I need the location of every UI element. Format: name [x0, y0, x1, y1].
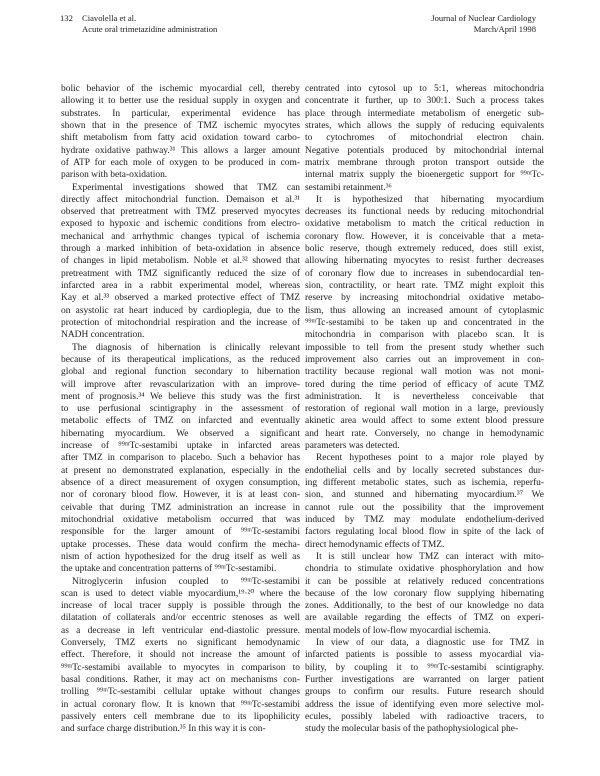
text-line: in actual coronary flow. It is known that ⁹⁹ᵐTc-sestamibi	[61, 699, 300, 710]
text-line: parison with beta-oxidation.	[61, 170, 168, 181]
text-line: are available regarding the effects of TMZ on experi-	[305, 613, 544, 624]
text-line: responsible for the larger amount of ⁹⁹ᵐTc-sestamibi	[61, 527, 300, 538]
text-line: it can be possible at relatively reduced concentrations	[305, 576, 544, 587]
text-line: It is still unclear how TMZ can interact with mito-	[316, 551, 544, 562]
text-line: akinetic area would affect to some extent blood pressure	[305, 416, 544, 427]
text-line: on asystolic rat heart induced by cardioplegia, due to the	[61, 305, 300, 316]
text-line: lism, thus allowing an increased amount of cytoplasmic	[305, 305, 544, 316]
text-line: impossible to tell from the present study whether such	[305, 342, 544, 353]
text-line: of coronary flow due to increases in subendocardial ten-	[305, 268, 544, 279]
text-line: factors regulating local blood flow in spite of the lack of	[305, 527, 544, 538]
text-line: oxidative metabolism to match the critical reduction in	[305, 219, 544, 230]
text-line: and heart rate. Conversely, no change in hemodynamic	[305, 428, 544, 439]
text-line: ecules, possibly labeled with radioactive tracers, to	[305, 711, 544, 722]
text-line: sestamibi retainment.³⁶	[305, 182, 392, 193]
text-line: exposed to hypoxic and ischemic conditions from electro-	[61, 219, 300, 230]
text-line: protection of mitochondrial respiration and the increase of	[61, 317, 300, 328]
text-line: sion, and stunned and hibernating myocardium.³⁷ We	[305, 490, 544, 501]
text-line: mechanical and arrhythmic changes typical of ischemia	[61, 231, 300, 242]
text-line: matrix membrane through proton transport outside the	[305, 157, 544, 168]
header-journal-name: Journal of Nuclear Cardiology	[431, 13, 536, 23]
text-line: effect. Therefore, it should not increase the amount of	[61, 650, 300, 661]
text-line: mitochondrial oxidative metabolism occurred that was	[61, 514, 300, 525]
text-line: Further investigations are warranted on larger patient	[305, 675, 544, 685]
text-line: ing different metabolic states, such as ischemia, reperfu-	[305, 478, 544, 488]
text-line: groups to confirm our results. Future research should	[305, 687, 544, 698]
text-line: induced by TMZ may modulate endothelium-derived	[305, 514, 544, 525]
text-line: because of the low coronary flow supplying hibernating	[305, 588, 544, 599]
running-header-right	[431, 13, 536, 35]
text-line: directly affect mitochondrial function. Demaison et al.³¹	[61, 194, 300, 205]
text-line: to use perfusional scintigraphy in the assessment of	[61, 404, 300, 415]
text-line: address the issue of identifying even more selective mol-	[305, 699, 544, 710]
text-line: as a decrease in left ventricular end-diastolic pressure.	[61, 625, 300, 636]
text-line: ⁹⁹ᵐTc-sestamibi available to myocytes in comparison to	[61, 662, 300, 673]
text-line: ceivable that during TMZ administration an increase in	[61, 502, 300, 513]
text-line: allowing it to better use the residual supply in oxygen and	[61, 96, 300, 107]
text-line: centrated into cytosol up to 5:1, whereas mitochondria	[305, 84, 544, 94]
text-line: metabolic effects of TMZ on infarcted and eventually	[61, 416, 300, 427]
text-line: In view of our data, a diagnostic use for TMZ in	[316, 638, 544, 649]
text-line: because of its therapeutical implications, as the reduced	[61, 354, 300, 365]
text-line: Kay et al.³³ observed a marked protective effect of TMZ	[61, 293, 300, 304]
page-number: 132	[60, 13, 73, 23]
text-line: basal conditions. Rather, it may act on mechanisms con-	[61, 675, 300, 685]
running-header-left	[60, 13, 217, 35]
text-line: bolic reserve, though extremely reduced, does still exist,	[305, 244, 544, 255]
text-line: infarcted area in a rabbit experimental model, whereas	[61, 281, 300, 291]
header-authors: Ciavolella et al.	[82, 13, 137, 23]
text-line: zones. Additionally, to the best of our knowledge no data	[305, 601, 544, 612]
text-line: at present no demonstrated explanation, especially in the	[61, 465, 300, 476]
text-line: trolling ⁹⁹ᵐTc-sestamibi cellular uptake without changes	[61, 687, 300, 698]
text-line: the uptake and concentration patterns of ⁹⁹ᵐTc-sestamibi.	[61, 564, 277, 575]
text-line: restoration of regional wall motion in a large, previously	[305, 404, 544, 415]
text-line: hibernating myocardium. We observed a significant	[61, 428, 300, 439]
text-line: internal matrix supply the bioenergetic support for ⁹⁹ᵐTc-	[305, 170, 544, 181]
text-line: global and regional function secondary to hibernation	[61, 367, 300, 378]
text-line: Experimental investigations showed that TMZ can	[72, 182, 300, 193]
text-line: sion, contractility, or heart rate. TMZ might exploit this	[305, 281, 544, 291]
text-line: bility, by coupling it to ⁹⁹ᵐTc-sestamibi scintigraphy.	[305, 662, 544, 673]
text-line: chondria to stimulate oxidative phosphorylation and how	[305, 564, 544, 575]
text-line: and surface charge distribution.³⁵ In this way it is con-	[61, 724, 266, 735]
text-line: through a marked inhibition of beta-oxidation in absence	[61, 244, 300, 255]
text-line: ment of prognosis.³⁴ We believe this study was the first	[61, 391, 300, 402]
text-line: substrates. In particular, experimental evidence has	[61, 108, 300, 119]
text-line: place through intermediate metabolism of energetic sub-	[305, 108, 544, 119]
text-line: bolic behavior of the ischemic myocardial cell, thereby	[61, 84, 300, 94]
text-line: The diagnosis of hibernation is clinically relevant	[72, 342, 300, 353]
text-line: scan is used to detect viable myocardium,¹⁹·²⁰ where the	[61, 588, 300, 599]
text-line: hydrate oxidative pathway.³¹ This allows a larger amount	[61, 145, 300, 156]
text-line: absence of a direct measurement of oxygen consumption,	[61, 478, 300, 488]
text-line: infarcted patients is possible to assess myocardial via-	[305, 650, 544, 661]
text-line: shown that in the presence of TMZ ischemic myocytes	[61, 120, 300, 131]
text-line: pretreatment with TMZ significantly reduced the size of	[61, 268, 300, 279]
header-running-title: Acute oral trimetazidine administration	[82, 24, 218, 34]
text-line: will improve after revascularization with an improve-	[61, 379, 300, 390]
text-line: Negative potentials produced by mitochondrial internal	[305, 145, 544, 156]
text-line: Recent hypotheses point to a major role played by	[316, 453, 544, 464]
text-line: increase of local tracer supply is possible through the	[61, 601, 300, 612]
text-line: coronary flow. However, it is conceivable that a meta-	[305, 231, 544, 242]
text-line: passively enters cell membrane due to its lipophilicity	[61, 711, 300, 722]
text-line: administration. It is nevertheless conceivable that	[305, 391, 544, 402]
text-line: concentrate it further, up to 300:1. Such a process takes	[305, 96, 544, 107]
text-line: study the molecular basis of the pathophysiological phe-	[305, 724, 519, 735]
text-line: allowing hibernating myocytes to resist further decreases	[305, 256, 544, 267]
text-line: cannot rule out the possibility that the improvement	[305, 502, 544, 513]
text-line: It is hypothesized that hibernating myocardium	[316, 194, 544, 205]
text-line: direct hemodynamic effects of TMZ.	[305, 539, 445, 550]
text-line: reserve by increasing mitochondrial oxidative metabo-	[305, 293, 544, 304]
text-line: Conversely, TMZ exerts no significant hemodynamic	[61, 638, 300, 649]
text-line: decreases its functional needs by reducing mitochondrial	[305, 207, 544, 218]
text-line: tractility because regional wall motion was not moni-	[305, 367, 544, 378]
right-text-column	[305, 83, 544, 736]
text-line: shift metabolism from fatty acid oxidation toward carbo-	[61, 133, 300, 144]
left-text-column	[61, 83, 300, 736]
text-line: strates, which allows the supply of reducing equivalents	[305, 120, 544, 131]
text-line: ⁹⁹ᵐTc-sestamibi to be taken up and concentrated in the	[305, 317, 544, 328]
text-line: improvement also carries out an improvement in con-	[305, 354, 544, 365]
text-line: tored during the time period of efficacy of acute TMZ	[305, 379, 544, 390]
text-line: to cytochromes of mitochondrial electron chain.	[305, 133, 544, 144]
text-line: NADH concentration.	[61, 330, 145, 341]
text-line: nism of action hypothesized for the drug itself as well as	[61, 551, 300, 562]
text-line: parameters was detected.	[305, 441, 400, 452]
text-line: endothelial cells and by locally secreted substances dur-	[305, 465, 544, 476]
text-line: after TMZ in comparison to placebo. Such a behavior has	[61, 453, 300, 464]
text-line: mental models of low-flow myocardial ischemia.	[305, 625, 491, 636]
text-line: observed that pretreatment with TMZ preserved myocytes	[61, 207, 300, 218]
text-line: dilatation of collaterals and/or eccentric stenoses as well	[61, 613, 300, 624]
text-line: increase of ⁹⁹ᵐTc-sestamibi uptake in infarcted areas	[61, 441, 300, 452]
text-line: of ATP for each mole of oxygen to be produced in com-	[61, 157, 300, 168]
text-line: nor of coronary blood flow. However, it is at least con-	[61, 490, 300, 501]
text-line: Nitroglycerin infusion coupled to ⁹⁹ᵐTc-sestamibi	[72, 576, 300, 587]
header-issue-date: March/April 1998	[473, 24, 536, 34]
text-line: of changes in lipid metabolism. Noble et al.³² showed that	[61, 256, 300, 267]
text-line: mitochondria in comparison with placebo scan. It is	[305, 330, 544, 341]
text-line: uptake processes. These data would confirm the mecha-	[61, 539, 300, 550]
